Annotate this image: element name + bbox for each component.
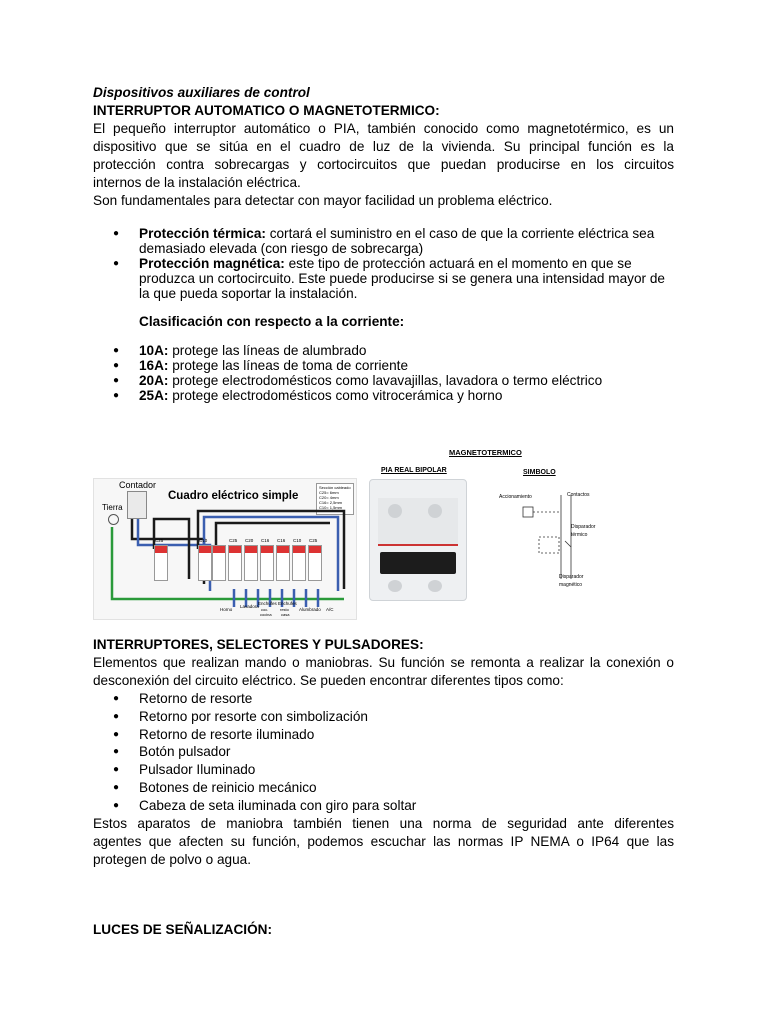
section-heading-magnetotermico: INTERRUPTOR AUTOMATICO O MAGNETOTERMICO: [93,103,440,118]
list-item [93,343,674,358]
breaker-tag: C20 [245,538,254,543]
breaker [276,545,290,581]
breaker [154,545,168,581]
pia-screw [428,504,442,518]
paragraph-line: internos de la instalación eléctrica. [93,175,301,190]
pia-label: PIA REAL BIPOLAR [381,467,447,474]
list-item-bold: 20A: [139,373,169,388]
list-item-text: protege electrodomésticos como vitrocerámica y horno [168,388,503,403]
paragraph-line: Elementos que realizan mando o maniobras. Su función se remonta a realizar la conexión o [93,655,674,670]
breaker-tag: C16 [261,538,270,543]
circuit-label: resto [280,607,289,612]
sections-box-line: Sección cableado [319,485,351,490]
list-item [93,226,674,256]
sections-box-line: C10= 1,5mm [319,505,343,510]
list-item: ● Botones de reinicio mecánico [93,779,674,797]
breaker [198,545,212,581]
pia-screw [428,580,442,592]
list-item-bold: 16A: [139,358,169,373]
list-item: ● Cabeza de seta iluminada con giro para soltar [93,797,674,815]
paragraph-line: protegen de polvo o agua. [93,851,251,867]
pia-toggle [380,552,456,574]
breaker-tag: C10 [293,538,302,543]
section-heading-interruptores: INTERRUPTORES, SELECTORES Y PULSADORES: [93,637,424,652]
circuit-label: cocina [260,612,272,617]
symbol-label: Disparador térmico [571,524,596,538]
switch-types-list [93,690,674,815]
pia-screw [388,580,402,592]
list-item: ● Retorno de resorte iluminado [93,726,674,744]
cuadro-electrico-diagram [93,478,357,620]
breaker [260,545,274,581]
list-item [93,256,674,301]
list-item: ● Retorno por resorte con simbolización [93,708,674,726]
symbol-label: Contactos [567,492,590,498]
circuit-label: Enchufes [278,601,297,606]
paragraph-line: desconexión del circuito eléctrico. Se pueden encontrar diferentes tipos como: [93,673,564,688]
circuit-label: A/C [326,607,334,612]
symbol-label: Accionamiento [499,494,532,500]
magnetotermico-title: MAGNETOTERMICO [449,448,522,457]
contador-label: Contador [119,480,157,490]
simbolo-label: SIMBOLO [523,469,556,476]
breaker [212,545,226,581]
sections-box-line: C16= 2,5mm [319,500,343,505]
list-item-bold: 10A: [139,343,169,358]
circuit-label: Alumbrado [299,607,321,612]
breaker-tag: C25 [155,538,164,543]
list-item-text: este tipo de protección actuará en el momento en que se produzca un cortocircuito. Este puede producirse si se genera una intensidad mayor de la que pueda soportar la instalación. [139,256,665,301]
breaker [308,545,322,581]
symbol-label: Disparador magnético [559,574,584,588]
paragraph-line: protección contra sobrecargas y cortocircuitos que puedan producirse en los circuitos [93,157,674,172]
circuit-label: Enchufes [258,601,277,606]
pia-screw [388,504,402,518]
list-item-text: protege las líneas de toma de corriente [168,358,409,373]
paragraph-line: Estos aparatos de maniobra también tienen una norma de seguridad ante diferentes [93,815,674,831]
protection-list [93,226,674,301]
circuit-label: casa [281,612,290,617]
breaker-tag: C10 [199,538,208,543]
paragraph-line: Son fundamentales para detectar con mayor facilidad un problema eléctrico. [93,193,553,208]
ratings-list [93,343,674,403]
document-title: Dispositivos auxiliares de control [93,85,310,100]
list-item-text: cortará el suministro en el caso de que la corriente eléctrica sea demasiado elevada (con riesgo de sobrecarga) [139,226,655,256]
list-item: ● Retorno de resorte [93,690,674,708]
list-item-bold: 25A: [139,388,169,403]
sections-box-line: C20= 4mm [319,495,339,500]
cuadro-title: Cuadro eléctrico simple [168,490,299,502]
classification-heading: Clasificación con respecto a la corriente: [139,314,405,329]
symbol-diagram [489,479,619,599]
list-item-text: protege electrodomésticos como lavavajillas, lavadora o termo eléctrico [168,373,603,388]
list-item [93,358,674,373]
list-item-bold: Protección térmica: [139,226,266,241]
list-item-text: protege las líneas de alumbrado [168,343,367,358]
circuit-label: coc. [261,607,269,612]
list-item [93,388,674,403]
breaker [292,545,306,581]
breaker [228,545,242,581]
paragraph-line: agentes que afecten su función, podemos escuchar las normas IP NEMA o IP64 que las [93,833,674,849]
paragraph-line: El pequeño interruptor automático o PIA, también conocido como magnetotérmico, es un [93,121,674,136]
tierra-label: Tierra [102,503,123,512]
breaker-tag: C16 [277,538,286,543]
circuit-breaker-figure [93,447,674,629]
pia-photo [369,479,467,601]
document-page [93,84,674,939]
breaker-tag: C25 [309,538,318,543]
sections-box-line: C25= 6mm [319,490,339,495]
circuit-label: Horno [220,607,233,612]
list-item: ● Pulsador Iluminado [93,761,674,779]
list-item: ● Botón pulsador [93,743,674,761]
circuit-label: Lavadora [240,604,259,609]
breaker [244,545,258,581]
list-item [93,373,674,388]
section-heading-luces: LUCES DE SEÑALIZACIÓN: [93,921,272,937]
paragraph-line: dispositivo que se sitúa en el cuadro de luz de la vivienda. Su principal función es la [93,139,674,154]
list-item-bold: Protección magnética: [139,256,285,271]
breaker-tag: C25 [229,538,238,543]
